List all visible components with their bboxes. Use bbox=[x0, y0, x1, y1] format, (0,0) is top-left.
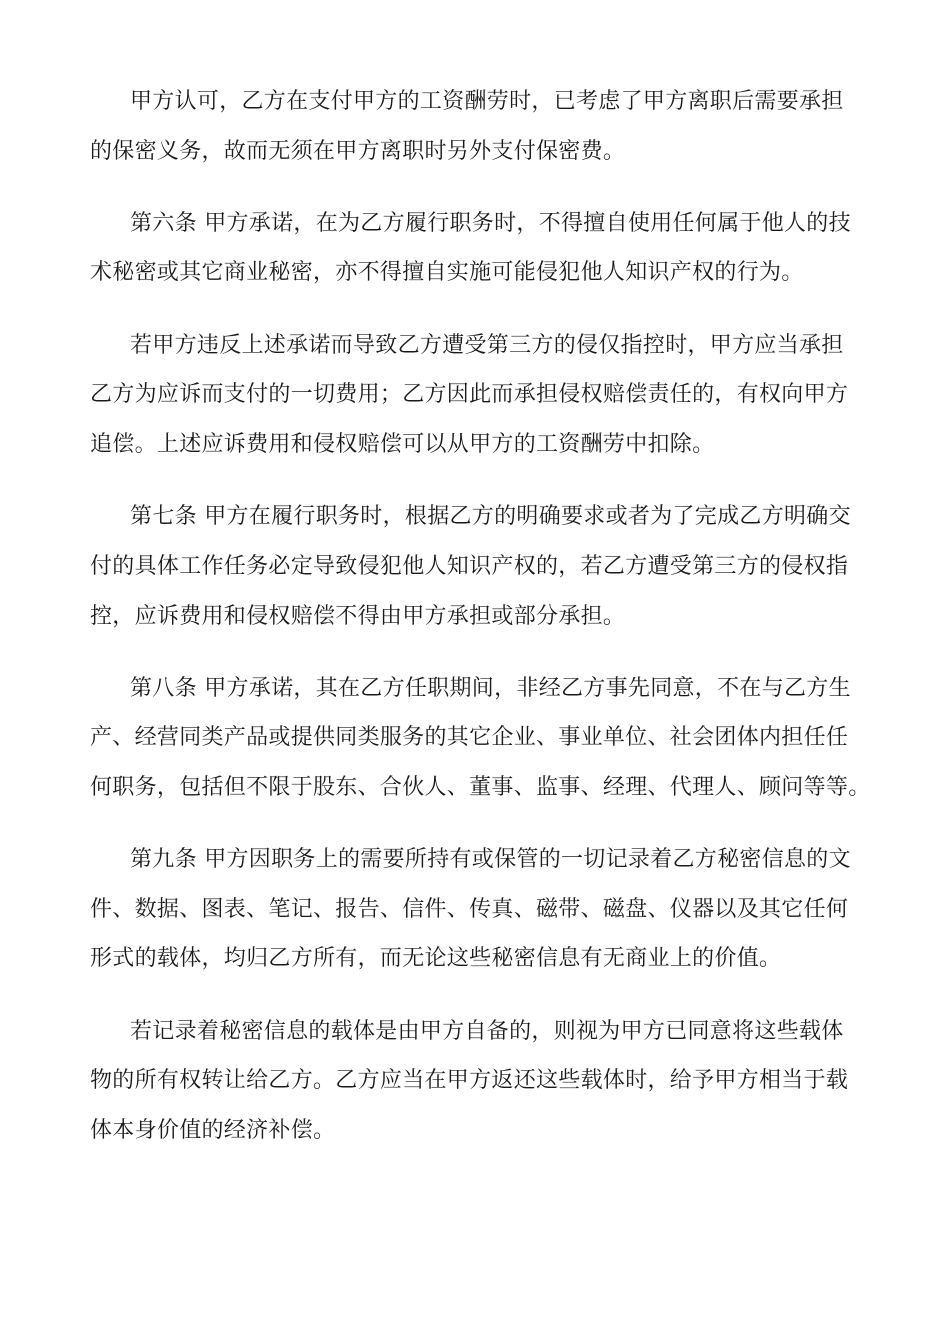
text-line: 付的具体工作任务必定导致侵犯他人知识产权的，若乙方遭受第三方的侵权指 bbox=[90, 554, 849, 579]
text-line: 第七条 甲方在履行职务时，根据乙方的明确要求或者为了完成乙方明确交 bbox=[130, 504, 851, 529]
text-line: 乙方为应诉而支付的一切费用；乙方因此而承担侵权赔偿责任的，有权向甲方 bbox=[90, 382, 849, 407]
text-line: 若甲方违反上述承诺而导致乙方遭受第三方的侵仅指控时，甲方应当承担 bbox=[130, 333, 844, 358]
text-line: 产、经营同类产品或提供同类服务的其它企业、事业单位、社会团体内担任任 bbox=[90, 725, 849, 750]
text-line: 件、数据、图表、笔记、报告、信件、传真、磁带、磁盘、仪器以及其它任何 bbox=[90, 897, 849, 922]
text-line: 形式的载体，均归乙方所有，而无论这些秘密信息有无商业上的价值。 bbox=[90, 946, 782, 971]
text-line: 的保密义务，故而无须在甲方离职时另外支付保密费。 bbox=[90, 139, 626, 164]
text-line: 第六条 甲方承诺，在为乙方履行职务时，不得擅自使用任何属于他人的技 bbox=[130, 211, 851, 236]
text-line: 第八条 甲方承诺，其在乙方任职期间，非经乙方事先同意，不在与乙方生 bbox=[130, 676, 851, 701]
text-line: 追偿。上述应诉费用和侵权赔偿可以从甲方的工资酬劳中扣除。 bbox=[90, 432, 715, 457]
text-line: 物的所有权转让给乙方。乙方应当在甲方返还这些载体时，给予甲方相当于载 bbox=[90, 1068, 849, 1093]
text-line: 体本身价值的经济补偿。 bbox=[90, 1118, 336, 1143]
text-line: 甲方认可，乙方在支付甲方的工资酬劳时，已考虑了甲方离职后需要承担 bbox=[130, 89, 844, 114]
text-line: 术秘密或其它商业秘密，亦不得擅自实施可能侵犯他人知识产权的行为。 bbox=[90, 260, 804, 285]
text-line: 控，应诉费用和侵权赔偿不得由甲方承担或部分承担。 bbox=[90, 604, 626, 629]
text-line: 何职务，包括但不限于股东、合伙人、董事、监事、经理、代理人、顾问等等。 bbox=[90, 775, 871, 800]
text-line: 第九条 甲方因职务上的需要所持有或保管的一切记录着乙方秘密信息的文 bbox=[130, 847, 851, 872]
text-line: 若记录着秘密信息的载体是由甲方自备的，则视为甲方已同意将这些载体 bbox=[130, 1019, 844, 1044]
